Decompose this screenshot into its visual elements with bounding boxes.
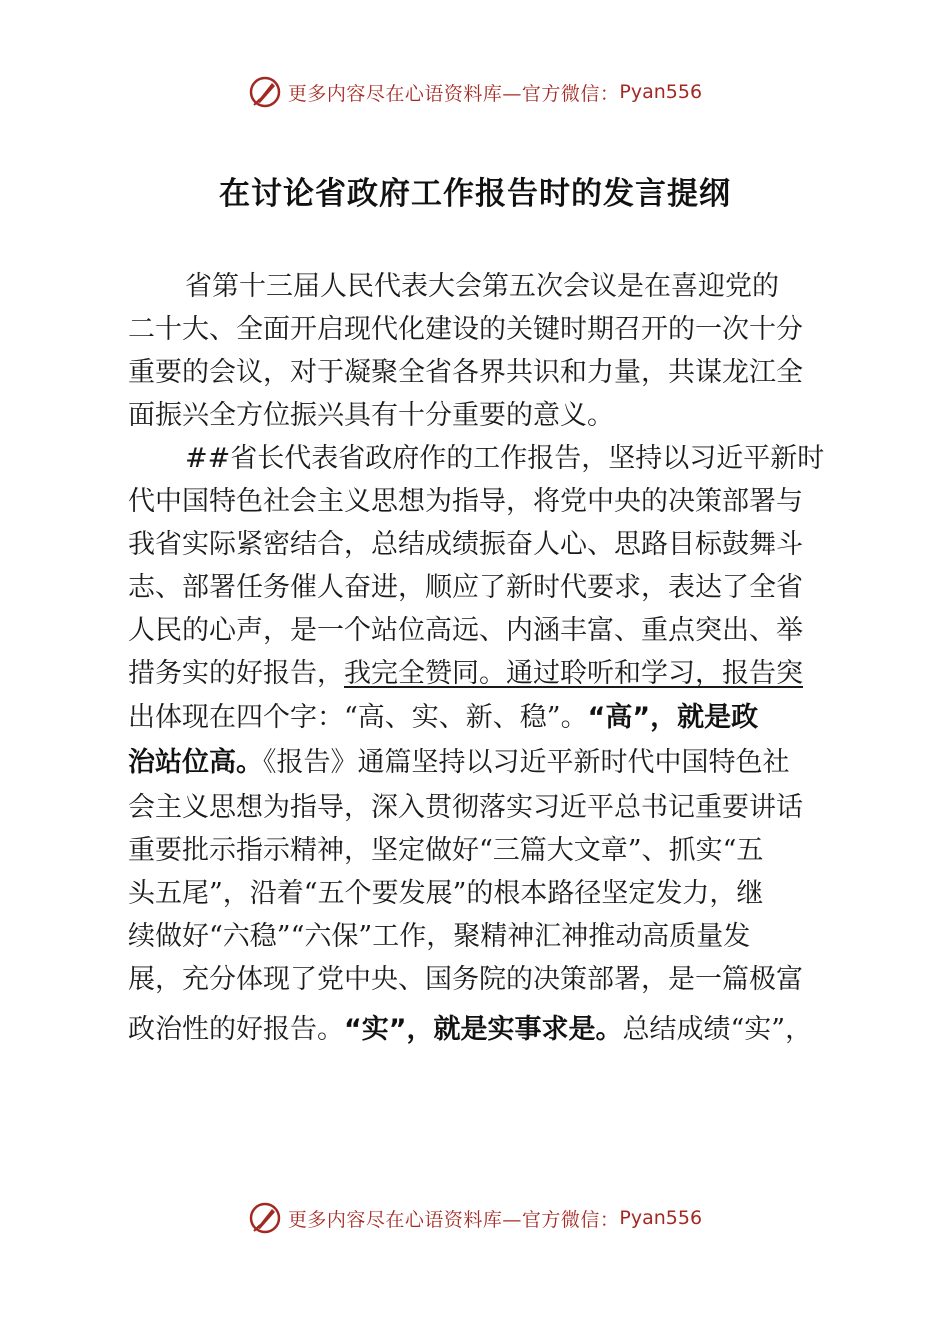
paragraph-2-line-7 [128, 703, 758, 733]
paragraph-2-line-11: 头五尾”，沿着“五个要发展”的根本路径坚定发力，继 [128, 878, 764, 909]
bold-heading-shi: “实”，就是实事求是。 [344, 1014, 623, 1045]
bold-heading-gao: “高”，就是政 [587, 702, 759, 733]
bold-heading-gao-cont: 治站位高。 [128, 747, 263, 778]
footer-banner-text: 更多内容尽在心语资料库—官方微信： [287, 1208, 620, 1231]
paragraph-2-line-8 [128, 748, 790, 778]
paragraph-1-line-3: 重要的会议，对于凝聚全省各界共识和力量，共谋龙江全 [128, 357, 803, 388]
paragraph-2-line-5: 人民的心声，是一个站位高远、内涵丰富、重点突出、举 [128, 615, 803, 646]
paragraph-1-line-4: 面振兴全方位振兴具有十分重要的意义。 [128, 400, 614, 431]
paragraph-2-line-3: 我省实际紧密结合，总结成绩振奋人心、思路目标鼓舞斗 [128, 529, 803, 560]
paragraph-2-line-12: 续做好“六稳”“六保”工作，聚精神汇神推动高质量发 [128, 921, 751, 952]
paragraph-2-line-14 [128, 1015, 812, 1045]
paragraph-1-line-1: 省第十三届人民代表大会第五次会议是在喜迎党的 [185, 271, 779, 302]
paragraph-1-line-2: 二十大、全面开启现代化建设的关键时期召开的一次十分 [128, 314, 803, 345]
quill-logo-icon [248, 75, 282, 109]
footer-banner [0, 1196, 950, 1240]
paragraph-2-line-6 [128, 659, 803, 689]
header-banner [0, 70, 950, 114]
line-8-text: 《报告》通篇坚持以习近平新时代中国特色社 [263, 747, 790, 778]
header-wechat-id: Pyan556 [619, 81, 703, 103]
paragraph-2-line-13: 展，充分体现了党中央、国务院的决策部署，是一篇极富 [128, 964, 803, 995]
footer-wechat-id: Pyan556 [619, 1207, 703, 1229]
document-title: 在讨论省政府工作报告时的发言提纲 [219, 176, 731, 212]
paragraph-2-line-1: ##省长代表省政府作的工作报告，坚持以习近平新时 [185, 443, 825, 474]
line-7-text: 出体现在四个字：“高、实、新、稳”。 [128, 702, 588, 733]
paragraph-2-line-4: 志、部署任务催人奋进，顺应了新时代要求，表达了全省 [128, 572, 803, 603]
paragraph-2-line-10: 重要批示指示精神，坚定做好“三篇大文章”、抓实“五 [128, 835, 764, 866]
line-14-text-a: 政治性的好报告。 [128, 1014, 344, 1045]
underlined-text: 我完全赞同。通过聆听和学习，报告突 [344, 658, 803, 689]
line-6-text: 措务实的好报告， [128, 658, 344, 689]
line-14-text-c: 总结成绩“实”， [622, 1014, 813, 1045]
header-banner-text: 更多内容尽在心语资料库—官方微信： [287, 82, 620, 105]
quill-logo-icon [248, 1201, 282, 1235]
paragraph-2-line-2: 代中国特色社会主义思想为指导，将党中央的决策部署与 [128, 486, 803, 517]
paragraph-2-line-9: 会主义思想为指导，深入贯彻落实习近平总书记重要讲话 [128, 792, 803, 823]
